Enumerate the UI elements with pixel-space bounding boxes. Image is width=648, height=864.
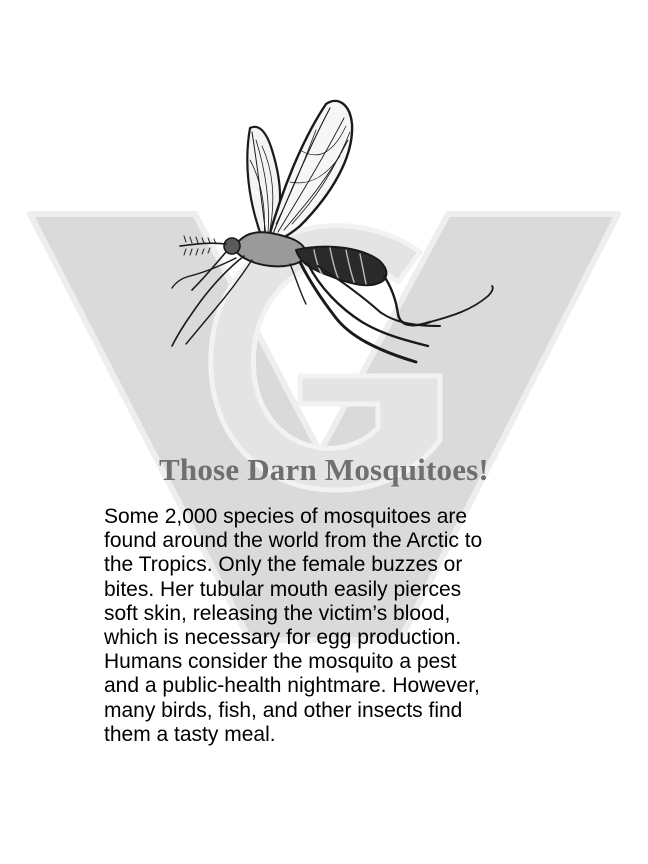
paragraph-line: them a tasty meal.: [104, 722, 276, 746]
paragraph-line: Humans consider the mosquito a pest: [104, 650, 457, 674]
paragraph-line: Some 2,000 species of mosquitoes are: [104, 505, 468, 528]
mosquito-leg: [172, 256, 244, 346]
paragraph-line: many birds, fish, and other insects find: [104, 698, 463, 722]
paragraph-line: and a public-health nightmare. However,: [104, 674, 480, 698]
paragraph-line: found around the world from the Arctic to: [104, 529, 483, 553]
mosquito-wing-right: [268, 101, 352, 240]
paragraph-line: the Tropics. Only the female buzzes or: [104, 553, 463, 577]
body-paragraph: [104, 505, 544, 747]
page-title: Those Darn Mosquitoes!: [159, 452, 489, 487]
paragraph-line: which is necessary for egg production.: [104, 626, 462, 650]
paragraph-line: soft skin, releasing the victim’s blood,: [104, 601, 451, 625]
paragraph-line: bites. Her tubular mouth easily pierces: [104, 577, 462, 601]
